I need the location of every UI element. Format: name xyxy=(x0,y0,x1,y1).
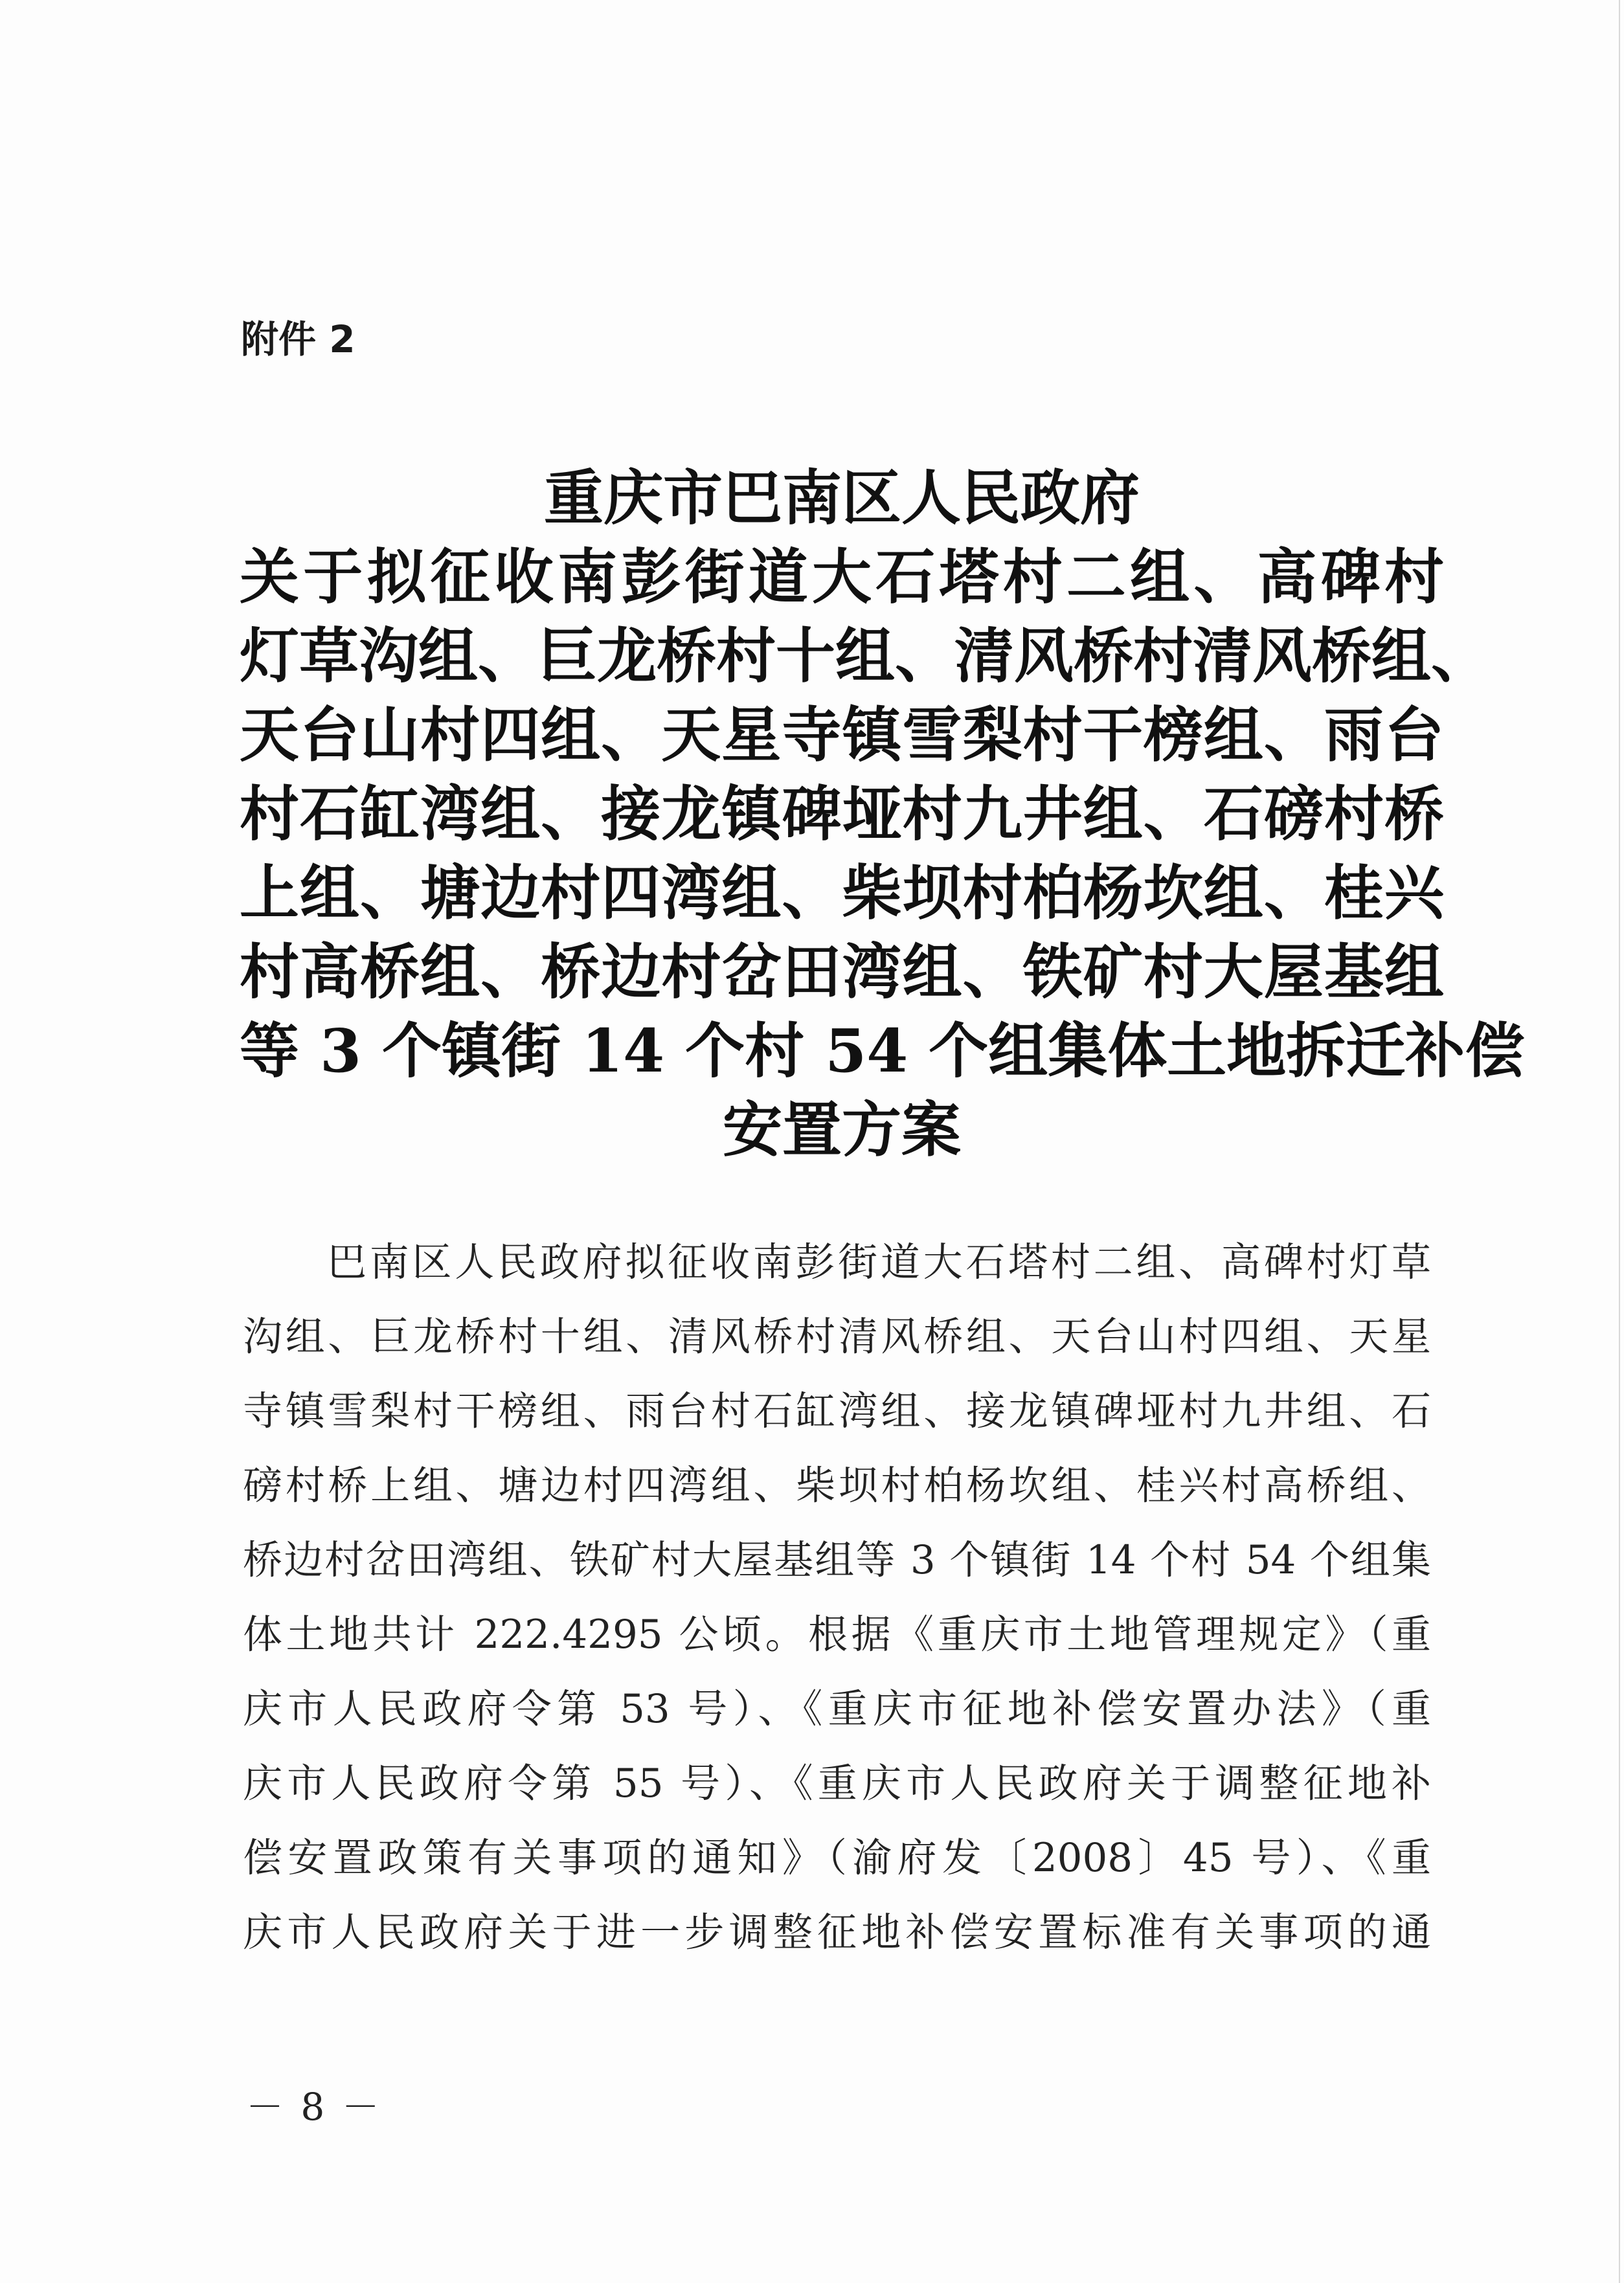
title-line: 上组、塘边村四湾组、柴坝村柏杨坎组、桂兴 xyxy=(240,858,1444,928)
title-line: 村高桥组、桥边村岔田湾组、铁矿村大屋基组 xyxy=(240,937,1444,1007)
body-paragraph xyxy=(243,1225,1431,1970)
body-line: 庆市人民政府令第 55 号）、《重庆市人民政府关于调整征地补 xyxy=(243,1760,1431,1806)
title-line: 灯草沟组、巨龙桥村十组、清风桥村清风桥组、 xyxy=(240,621,1491,691)
title-line: 重庆市巴南区人民政府 xyxy=(543,463,1140,533)
title-line: 安置方案 xyxy=(722,1095,961,1165)
attachment-label: 附件 2 xyxy=(241,317,355,361)
title-line: 等 3 个镇街 14 个村 54 个组集体土地拆迁补偿 xyxy=(240,1016,1525,1086)
scan-edge-line xyxy=(1619,0,1620,2283)
title-line: 天台山村四组、天星寺镇雪梨村干榜组、雨台 xyxy=(240,700,1444,770)
body-line: 庆市人民政府关于进一步调整征地补偿安置标准有关事项的通 xyxy=(243,1909,1431,1955)
title-line: 村石缸湾组、接龙镇碑垭村九井组、石磅村桥 xyxy=(240,779,1444,849)
body-line: 沟组、巨龙桥村十组、清风桥村清风桥组、天台山村四组、天星 xyxy=(243,1314,1431,1360)
body-line: 体土地共计 222.4295 公顷。根据《重庆市土地管理规定》（重 xyxy=(243,1612,1431,1658)
page-number: － 8 － xyxy=(246,2085,382,2129)
body-line: 庆市人民政府令第 53 号）、《重庆市征地补偿安置办法》（重 xyxy=(243,1686,1431,1732)
body-line: 巴南区人民政府拟征收南彭街道大石塔村二组、高碑村灯草 xyxy=(327,1239,1431,1285)
body-line: 桥边村岔田湾组、铁矿村大屋基组等 3 个镇街 14 个村 54 个组集 xyxy=(243,1537,1431,1583)
body-line: 磅村桥上组、塘边村四湾组、柴坝村柏杨坎组、桂兴村高桥组、 xyxy=(243,1463,1431,1509)
body-line: 寺镇雪梨村干榜组、雨台村石缸湾组、接龙镇碑垭村九井组、石 xyxy=(243,1388,1431,1434)
body-line: 偿安置政策有关事项的通知》（渝府发〔2008〕45 号）、《重 xyxy=(243,1835,1431,1881)
title-line: 关于拟征收南彭街道大石塔村二组、高碑村 xyxy=(240,542,1444,612)
document-title xyxy=(240,458,1525,1169)
